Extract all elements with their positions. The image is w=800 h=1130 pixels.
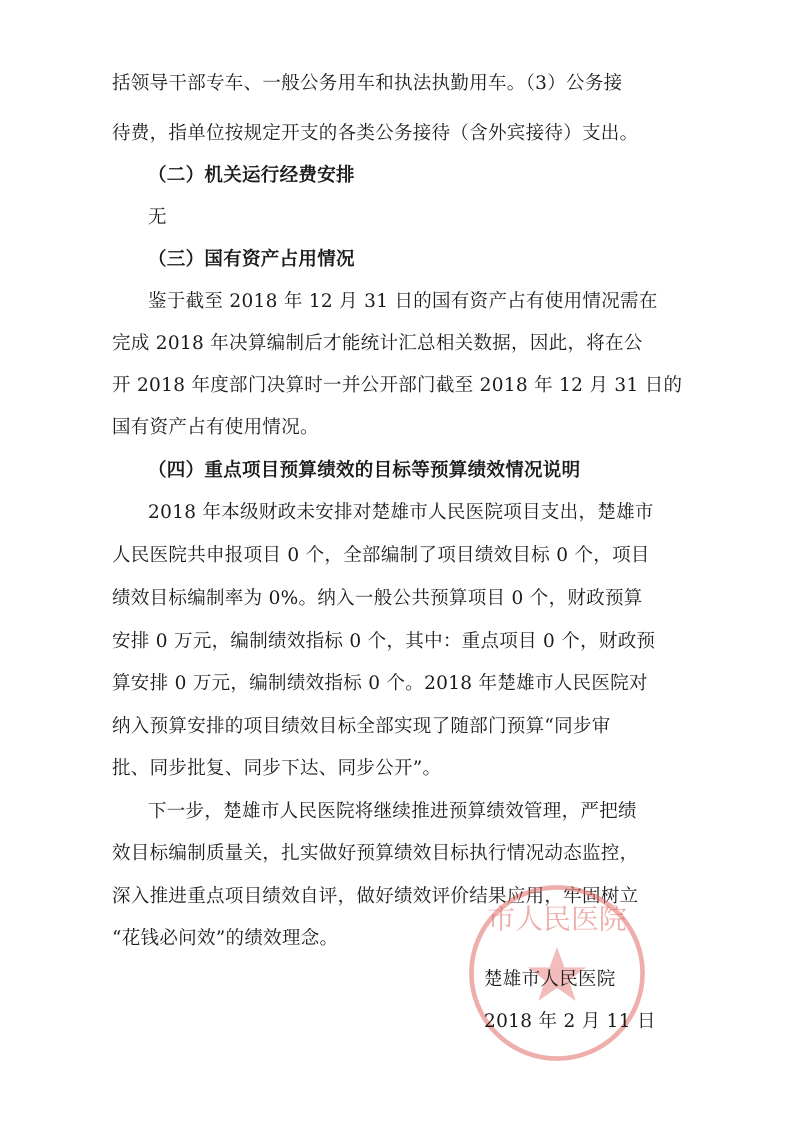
body-line: 绩效目标编制率为 0%。纳入一般公共预算项目 0 个，财政预算 bbox=[112, 588, 643, 609]
body-line: 算安排 0 万元，编制绩效指标 0 个。2018 年楚雄市人民医院对 bbox=[112, 673, 648, 694]
body-line: 纳入预算安排的项目绩效目标全部实现了随部门预算“同步审 bbox=[112, 716, 611, 737]
body-line: 批、同步批复、同步下达、同步公开”。 bbox=[112, 758, 442, 779]
seal-text: 市人民医院 bbox=[487, 902, 627, 936]
body-line: 开 2018 年度部门决算时一并公开部门截至 2018 年 12 月 31 日的 bbox=[112, 375, 683, 396]
body-line: 深入推进重点项目绩效自评，做好绩效评价结果应用，牢固树立 bbox=[112, 886, 639, 907]
section-heading: （二）机关运行经费安排 bbox=[148, 165, 355, 186]
signature-org: 楚雄市人民医院 bbox=[484, 969, 616, 990]
signature-date: 2018 年 2 月 11 日 bbox=[484, 1011, 656, 1032]
section-heading: （三）国有资产占用情况 bbox=[148, 249, 355, 270]
body-line: 国有资产占有使用情况。 bbox=[112, 417, 319, 438]
body-line: 无 bbox=[148, 207, 167, 228]
body-line: 鉴于截至 2018 年 12 月 31 日的国有资产占有使用情况需在 bbox=[148, 291, 658, 312]
body-line: 效目标编制质量关，扎实做好预算绩效目标执行情况动态监控， bbox=[112, 843, 639, 864]
body-line: 括领导干部专车、一般公务用车和执法执勤用车。（3）公务接 bbox=[112, 73, 623, 94]
section-heading: （四）重点项目预算绩效的目标等预算绩效情况说明 bbox=[148, 460, 581, 481]
body-line: 安排 0 万元，编制绩效指标 0 个，其中：重点项目 0 个，财政预 bbox=[112, 631, 656, 652]
body-line: 2018 年本级财政未安排对楚雄市人民医院项目支出，楚雄市 bbox=[148, 502, 654, 523]
body-line: 人民医院共申报项目 0 个，全部编制了项目绩效目标 0 个，项目 bbox=[112, 545, 650, 566]
body-line: 下一步，楚雄市人民医院将继续推进预算绩效管理，严把绩 bbox=[148, 801, 637, 822]
body-line: 待费，指单位按规定开支的各类公务接待（含外宾接待）支出。 bbox=[112, 123, 639, 144]
body-line: 完成 2018 年决算编制后才能统计汇总相关数据，因此，将在公 bbox=[112, 333, 643, 354]
body-line: “花钱必问效”的绩效理念。 bbox=[112, 928, 339, 949]
